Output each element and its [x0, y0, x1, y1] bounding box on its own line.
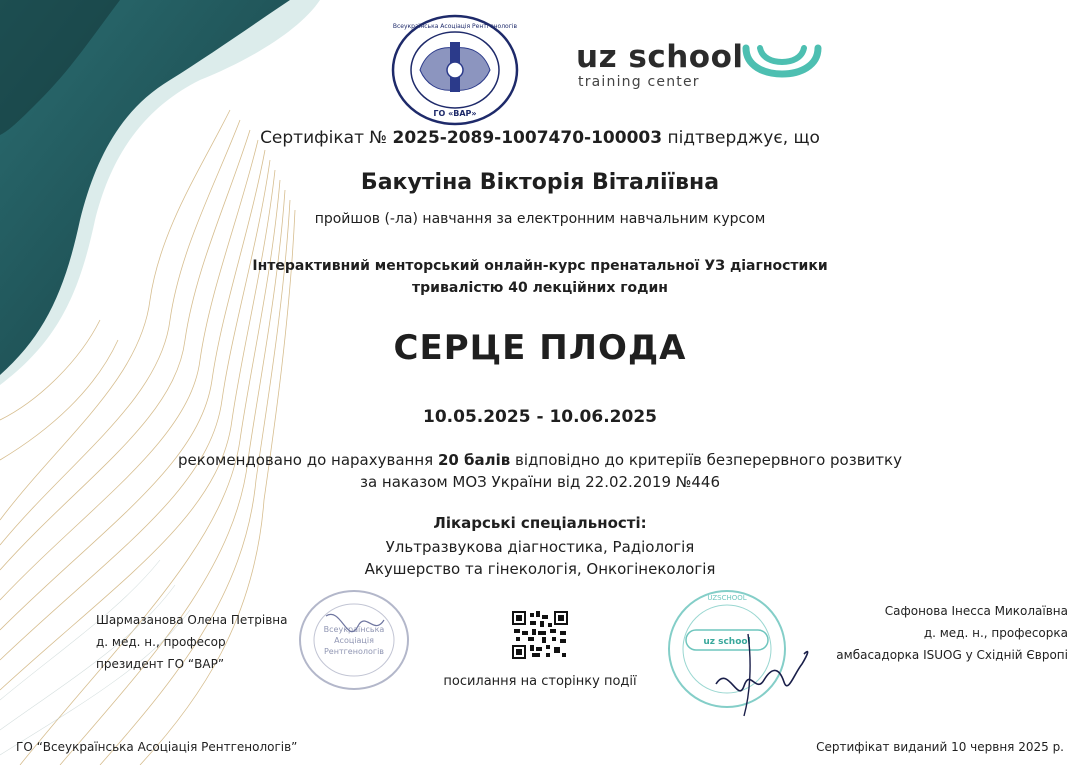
completed-text: пройшов (-ла) навчання за електронним навчальним курсом	[314, 211, 766, 227]
footer-organization: ГО “Всеукраїнська Асоціація Рентгенологів”	[16, 740, 298, 754]
left-signatory	[96, 609, 288, 675]
course-dates: 10.05.2025 - 10.06.2025	[423, 407, 657, 427]
svg-text:Всеукраїнська: Всеукраїнська	[323, 625, 385, 634]
left-signatory-name: Шармазанова Олена Петрівна	[96, 613, 288, 627]
right-signatory-name: Сафонова Інесса Миколаївна	[884, 604, 1068, 618]
svg-text:UZSCHOOL: UZSCHOOL	[707, 594, 747, 602]
rec-points: 20 балів	[437, 451, 511, 469]
recommendation-line-2: за наказом МОЗ України від 22.02.2019 №446	[360, 473, 720, 491]
svg-text:uz school: uz school	[703, 637, 751, 647]
right-signatory-role: амбасадорка ISUOG у Східній Європі	[836, 648, 1068, 662]
recommendation-text	[0, 449, 1080, 493]
var-association-seal-logo	[388, 12, 522, 128]
right-signatory	[836, 600, 1068, 666]
course-line-1: Інтерактивний менторський онлайн-курс пренатальної УЗ діагностики	[252, 258, 828, 274]
svg-text:ГО «ВАР»: ГО «ВАР»	[433, 109, 477, 118]
uz-school-wave-icon	[740, 40, 824, 84]
specialties-line-1: Ультразвукова діагностика, Радіологія	[385, 538, 695, 556]
right-handwritten-signature	[708, 624, 814, 720]
rec-before: рекомендовано до нарахування	[178, 451, 434, 469]
course-title: СЕРЦЕ ПЛОДА	[393, 328, 687, 368]
brand-subtitle: training center	[578, 74, 700, 90]
certificate-number-line	[0, 128, 1080, 148]
right-signatory-degree: д. мед. н., професорка	[923, 626, 1068, 640]
svg-text:Всеукраїнська Асоціація Рентге: Всеукраїнська Асоціація Рентгенологів	[392, 23, 518, 30]
certificate-number: 2025-2089-1007470-100003	[392, 128, 663, 148]
specialties-heading: Лікарські спеціальності:	[433, 514, 647, 532]
svg-text:Асоціація: Асоціація	[334, 636, 374, 645]
recommendation-line-1	[0, 449, 1080, 471]
brand-name: uz school	[576, 39, 744, 75]
specialties-line-2: Акушерство та гінекологія, Онкогінекологія	[364, 560, 716, 578]
specialties-list	[0, 536, 1080, 580]
left-signatory-role: президент ГО “ВАР”	[96, 657, 225, 671]
var-round-stamp	[296, 586, 412, 692]
qr-caption: посилання на сторінку події	[443, 674, 637, 689]
event-qr-code[interactable]	[512, 611, 568, 659]
course-line-2: тривалістю 40 лекційних годин	[412, 280, 668, 296]
certificate-suffix: підтверджує, що	[667, 128, 820, 148]
certificate-prefix: Сертифікат №	[260, 128, 388, 148]
svg-text:Рентгенологів: Рентгенологів	[323, 647, 385, 656]
footer-issue-date: Сертифікат виданий 10 червня 2025 р.	[816, 740, 1064, 754]
rec-after: відповідно до критеріїв безперервного розвитку	[515, 451, 902, 469]
course-description	[0, 255, 1080, 299]
uz-school-brand	[576, 40, 744, 90]
recipient-name: Бакутіна Вікторія Віталіївна	[360, 170, 720, 195]
left-signatory-degree: д. мед. н., професор	[96, 635, 226, 649]
